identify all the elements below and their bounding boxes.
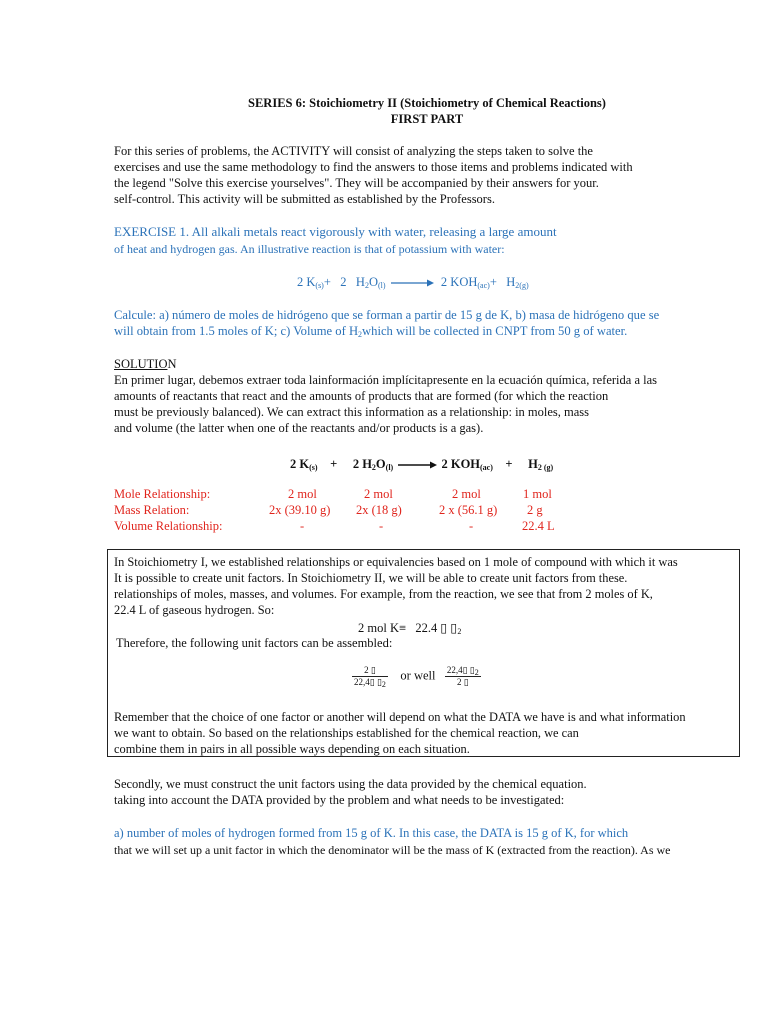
secondly-paragraph bbox=[114, 776, 734, 808]
note-line: combine them in pairs in all possible ways depending on each situation. bbox=[114, 742, 470, 756]
relation-cell: 22.4 L bbox=[522, 519, 555, 533]
relation-cell: 2x (18 g) bbox=[356, 503, 402, 517]
note-text-bottom bbox=[114, 709, 739, 757]
note-line: 22.4 L of gaseous hydrogen. So: bbox=[114, 603, 275, 617]
solution-paragraph bbox=[114, 372, 734, 436]
eq2-h2o-sub: 2 bbox=[371, 463, 376, 472]
eq-h2o-sub: 2 bbox=[364, 281, 369, 290]
relation-row bbox=[114, 503, 574, 519]
solution-line: En primer lugar, debemos extraer toda lainformación implícitapresente en la ecuación química, referida a las bbox=[114, 373, 658, 387]
relation-cell: 2 mol bbox=[452, 487, 481, 501]
equiv-symbol: ≡ bbox=[398, 621, 407, 635]
solution-line: and volume (the latter when one of the reactants and/or products is a gas). bbox=[114, 421, 484, 435]
eq-h2o-o: O bbox=[368, 275, 378, 289]
eq-k-state: (s) bbox=[315, 281, 324, 290]
eq2-koh-state: (ac) bbox=[480, 463, 493, 472]
relation-cell: 2 mol bbox=[364, 487, 393, 501]
eq-h2o: H bbox=[355, 275, 365, 289]
relation-label: Volume Relationship: bbox=[114, 519, 223, 533]
note-line: It is possible to create unit factors. In Stoichiometry II, we will be able to create unit factors from these. bbox=[114, 571, 628, 585]
calcule-text: which will be collected in CNPT from 50 g of water. bbox=[362, 324, 628, 338]
calcule-line: Calcule: a) número de moles de hidrógeno que se forman a partir de 15 g de K, b) masa de hidrógeno que se bbox=[114, 308, 660, 322]
eq-plus: + bbox=[489, 275, 497, 289]
eq-h2o-state: (l) bbox=[377, 281, 386, 290]
page-title: SERIES 6: Stoichiometry II (Stoichiometry of Chemical Reactions) bbox=[248, 96, 606, 110]
fraction-denominator bbox=[352, 677, 388, 688]
reaction-arrow-icon bbox=[389, 278, 435, 288]
note-line: we want to obtain. So based on the relationships established for the chemical reaction, we can bbox=[114, 726, 579, 740]
calcule-sub: 2 bbox=[358, 330, 363, 339]
page-subtitle: FIRST PART bbox=[390, 112, 464, 126]
note-line: relationships of moles, masses, and volumes. For example, from the reaction, we see that from 2 moles of K, bbox=[114, 587, 653, 601]
equivalence bbox=[358, 620, 461, 636]
exercise-text: of heat and hydrogen gas. An illustrative reaction is that of potassium with water: bbox=[114, 242, 505, 256]
fraction-sub: 2 bbox=[474, 668, 479, 677]
fraction-numerator bbox=[445, 665, 481, 677]
intro-line: For this series of problems, the ACTIVITY will consist of analyzing the steps taken to solve the bbox=[114, 144, 593, 158]
eq2-h2o-o: O bbox=[375, 457, 386, 471]
relation-label: Mole Relationship: bbox=[114, 487, 211, 501]
relation-label: Mass Relation: bbox=[114, 503, 190, 517]
secondly-line: Secondly, we must construct the unit factors using the data provided by the chemical equation. bbox=[114, 777, 587, 791]
solution-heading-underlined: SOLUTIO bbox=[114, 357, 168, 371]
eq-k: 2 K bbox=[297, 275, 316, 289]
eq-h2-state: 2(g) bbox=[515, 281, 529, 290]
solution-line: must be previously balanced). We can extract this information as a relationship: in moles, mass bbox=[114, 405, 590, 419]
solution-line: amounts of reactants that react and the amounts of products that are formed (for which the reaction bbox=[114, 389, 609, 403]
reaction-arrow-icon bbox=[396, 460, 438, 470]
fraction-denominator: 2 ▯ bbox=[456, 677, 469, 687]
relation-cell: - bbox=[300, 519, 305, 533]
eq2-h2: H bbox=[528, 457, 538, 471]
exercise-heading: EXERCISE 1. All alkali metals react vigorously with water, releasing a large amount bbox=[114, 224, 557, 239]
fraction-numerator-text: 22,4▯ ▯ bbox=[446, 665, 475, 675]
relation-cell: 1 mol bbox=[523, 487, 552, 501]
note-line: Remember that the choice of one factor or another will depend on what the DATA we have is and what information bbox=[114, 710, 686, 724]
eq-koh-state: (ac) bbox=[477, 281, 490, 290]
secondly-line: taking into account the DATA provided by the problem and what needs to be investigated: bbox=[114, 793, 565, 807]
calcule-line bbox=[114, 323, 627, 339]
eq2-k-state: (s) bbox=[309, 463, 318, 472]
eq2-koh: 2 KOH bbox=[441, 457, 481, 471]
solution-heading bbox=[114, 356, 177, 372]
balanced-equation bbox=[290, 456, 553, 472]
eq2-h2-state: 2 (g) bbox=[537, 463, 554, 472]
relation-row bbox=[114, 519, 574, 535]
relation-cell: 2x (39.10 g) bbox=[269, 503, 331, 517]
eq2-h2o-state: (l) bbox=[385, 463, 394, 472]
eq2-plus: + bbox=[505, 457, 513, 471]
intro-paragraph bbox=[114, 143, 734, 207]
fraction-sub: 2 bbox=[381, 680, 386, 689]
equiv-sub: 2 bbox=[457, 627, 462, 636]
eq2-plus: + bbox=[330, 457, 338, 471]
note-text-top bbox=[114, 554, 739, 618]
or-well-text: or well bbox=[400, 668, 436, 683]
eq-plus: + bbox=[323, 275, 331, 289]
part-a-text: that we will set up a unit factor in which the denominator will be the mass of K (extracted from the reaction). As we bbox=[114, 843, 671, 857]
eq-h2o-coef: 2 bbox=[340, 275, 347, 289]
unit-factor-2 bbox=[445, 665, 481, 688]
relation-cell: 2 x (56.1 g) bbox=[439, 503, 498, 517]
equiv-right: 22.4 ▯ ▯ bbox=[415, 621, 458, 635]
calcule-text: will obtain from 1.5 moles of K; c) Volume of H bbox=[114, 324, 359, 338]
part-a-heading: a) number of moles of hydrogen formed from 15 g of K. In this case, the DATA is 15 g of K, for which bbox=[114, 826, 629, 840]
note-line: In Stoichiometry I, we established relationships or equivalencies based on 1 mole of compound with which it was bbox=[114, 555, 678, 569]
relation-cell: 2 g bbox=[527, 503, 543, 517]
unit-factor-1 bbox=[352, 665, 388, 688]
intro-line: the legend "Solve this exercise yourselves". They will be accompanied by their answers for your. bbox=[114, 176, 599, 190]
eq2-h2o: 2 H bbox=[352, 457, 372, 471]
eq2-k: 2 K bbox=[290, 457, 310, 471]
intro-line: exercises and use the same methodology to find the answers to those items and problems indicated with bbox=[114, 160, 633, 174]
fraction-numerator: 2 ▯ bbox=[352, 665, 388, 677]
fraction-denominator-text: 22,4▯ ▯ bbox=[354, 677, 382, 687]
unit-factors bbox=[352, 665, 481, 688]
solution-heading-rest: N bbox=[167, 357, 177, 371]
intro-line: self-control. This activity will be submitted as established by the Professors. bbox=[114, 192, 495, 206]
relation-row bbox=[114, 487, 574, 503]
therefore-line: Therefore, the following unit factors can be assembled: bbox=[116, 636, 393, 650]
equiv-left: 2 mol K bbox=[358, 621, 399, 635]
relation-cell: - bbox=[469, 519, 474, 533]
eq-h2: H bbox=[506, 275, 516, 289]
relation-cell: 2 mol bbox=[288, 487, 317, 501]
reaction-equation bbox=[297, 274, 529, 290]
relation-cell: - bbox=[379, 519, 384, 533]
eq-koh: 2 KOH bbox=[440, 275, 478, 289]
